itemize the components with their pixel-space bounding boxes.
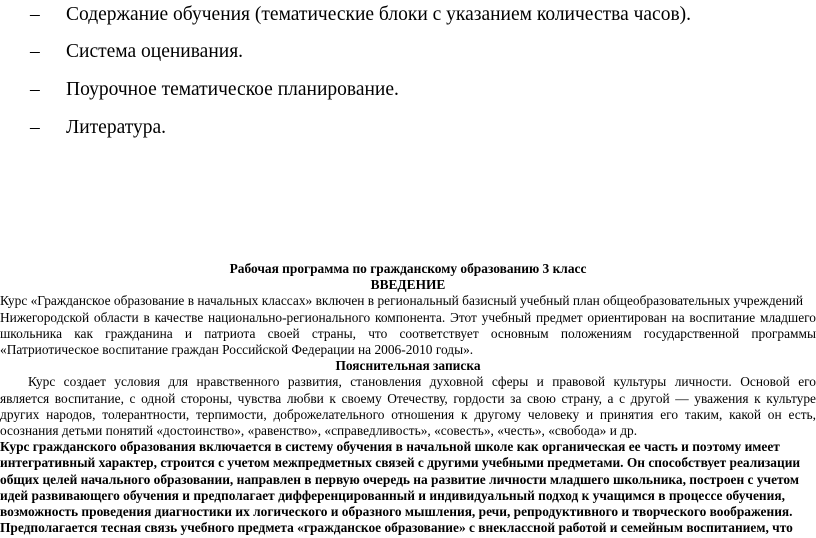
dash-marker: – xyxy=(30,4,40,25)
intro-line: Нижегородской области в качестве национально-регионального компонента. Этот учебный предмет ориентирован на воспитание младшего xyxy=(0,309,816,325)
note-heading: Пояснительная записка xyxy=(335,358,481,374)
bold-line: возможность проведения диагностики их логического и образного мышления, речи, репродуктивного и творческого воображения. xyxy=(0,504,793,520)
bold-line: Предполагается тесная связь учебного предмета «гражданское образование» с внеклассной работой и семейным воспитанием, что xyxy=(0,520,793,536)
outline-item-label: Поурочное тематическое планирование. xyxy=(66,79,399,100)
dash-marker: – xyxy=(30,79,40,100)
intro-line: «Патриотическое воспитание граждан Российской Федерации на 2006-2010 годы». xyxy=(0,342,474,358)
note-line: является воспитание, с одной стороны, чувства любви к своему Отечеству, гордости за свою страну, а с другой — уважения к культуре xyxy=(0,390,816,406)
outline-item-label: Содержание обучения (тематические блоки с указанием количества часов). xyxy=(66,4,692,25)
dash-marker: – xyxy=(30,117,40,138)
outline-item-lesson-plan xyxy=(30,78,399,102)
intro-line: школьника как гражданина и патриота своей страны, что соответствует основным положениям государственной программы xyxy=(0,325,816,341)
dash-marker: – xyxy=(30,41,40,62)
bold-line: общих целей начального образовании, направлен в первую очередь на развитие личности младшего школьника, построен с учетом xyxy=(0,471,799,487)
bold-line: идей развивающего обучения и предполагает дифференцированный и индивидуальный подход к учащимся в процессе обучения, xyxy=(0,487,785,503)
note-line: других народов, толерантности, терпимости, доброжелательного отношения к другому человеку и принятия его таким, какой он есть, xyxy=(0,406,816,422)
intro-heading: ВВЕДЕНИЕ xyxy=(370,277,446,293)
outline-item-label: Система оценивания. xyxy=(66,41,244,62)
outline-item-literature xyxy=(30,116,166,140)
outline-item-label: Литература. xyxy=(66,117,167,138)
program-document xyxy=(0,261,816,536)
outline-item-content xyxy=(30,3,691,27)
program-title: Рабочая программа по гражданскому образованию 3 класс xyxy=(229,261,587,276)
note-line: осознания детьми понятий «достоинство», «равенство», «справедливость», «совесть», «честь», «свобода» и др. xyxy=(0,423,638,439)
bold-line: интегративный характер, строится с учетом межпредметных связей с другими учебными предметами. Он способствует реализации xyxy=(0,455,801,471)
note-line: Курс создает условия для нравственного развития, становления духовной сферы и правовой культуры личности. Основой его xyxy=(28,374,816,390)
intro-line: Курс «Гражданское образование в начальных классах» включен в региональный базисный учебный план общеобразовательных учреждений xyxy=(0,293,804,309)
bold-line: Курс гражданского образования включается в систему обучения в начальной школе как органическая ее часть и поэтому имеет xyxy=(0,439,780,455)
outline-item-grading xyxy=(30,40,243,64)
